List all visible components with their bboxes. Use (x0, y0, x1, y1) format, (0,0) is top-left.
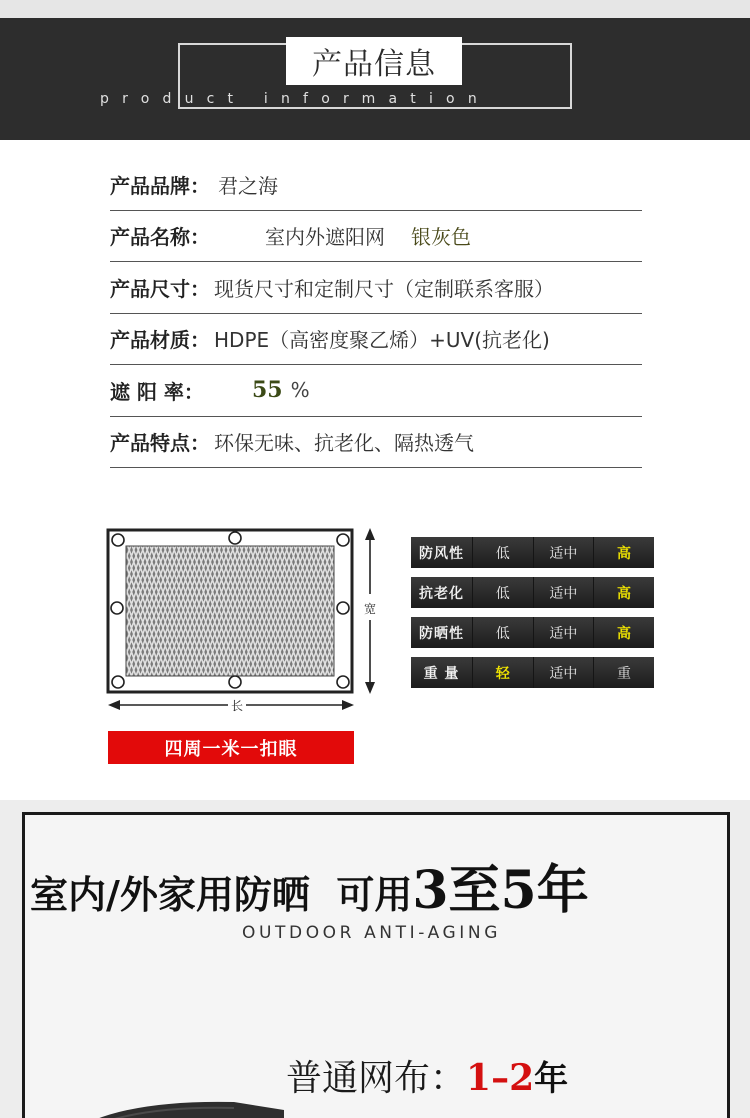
durability-title-main: 室内/外家用防晒 可用 (30, 872, 413, 917)
rating-label: 防晒性 (419, 625, 464, 642)
arrow-down-icon (365, 682, 375, 694)
rating-level: 低 (472, 617, 533, 648)
rating-label: 抗老化 (419, 585, 464, 602)
spec-label: 遮 阳 率： (110, 379, 204, 404)
rating-level: 低 (472, 537, 533, 568)
spec-row-feature (110, 417, 642, 469)
page-title: 产品信息 (312, 47, 436, 82)
spec-label: 产品特点： (110, 431, 210, 456)
durability-years: 3至5年 (412, 860, 589, 921)
length-label: 长 (230, 699, 244, 713)
header-subtitle: product information (100, 91, 490, 107)
net-mesh (126, 546, 334, 676)
spec-row-name (110, 211, 642, 263)
rating-label: 重 量 (423, 665, 460, 682)
rating-level: 适中 (533, 577, 594, 608)
spec-label: 产品品牌： (110, 173, 210, 198)
grommet-icon (337, 676, 349, 688)
arrow-up-icon (365, 528, 375, 540)
grommet-icon (229, 532, 241, 544)
spec-label: 产品名称： (110, 225, 210, 250)
ordinary-fabric-line (286, 1050, 568, 1101)
grommet-icon (112, 534, 124, 546)
rating-level: 适中 (533, 617, 594, 648)
grommet-icon (337, 602, 349, 614)
width-label: 宽 (363, 602, 377, 616)
durability-title (30, 848, 589, 923)
spec-color-value: 银灰色 (411, 225, 471, 250)
ordinary-fabric-label: 普通网布： (286, 1058, 467, 1099)
rating-level-selected: 轻 (472, 657, 533, 688)
durability-subtitle: OUTDOOR ANTI-AGING (242, 923, 501, 943)
spec-value: HDPE（高密度聚乙烯）+UV(抗老化) (214, 328, 550, 353)
grommet-icon (229, 676, 241, 688)
rating-level: 低 (472, 577, 533, 608)
grommet-icon (337, 534, 349, 546)
ordinary-fabric-range: 1–2 (466, 1057, 535, 1099)
shade-rate-unit: % (290, 378, 310, 403)
spec-table (110, 159, 642, 468)
arrow-left-icon (108, 700, 120, 710)
rating-level: 适中 (533, 537, 594, 568)
rating-table (411, 537, 654, 697)
header-title-box (286, 37, 462, 85)
rating-row-sun (411, 617, 654, 648)
ordinary-fabric-unit: 年 (534, 1059, 569, 1099)
fabric-sample-image (84, 1080, 294, 1118)
spec-value: 室内外遮阳网 (265, 225, 385, 250)
grommet-icon (111, 602, 123, 614)
rating-level-selected: 高 (593, 577, 654, 608)
fabric-swatch (84, 1102, 284, 1118)
arrow-right-icon (342, 700, 354, 710)
rating-level: 适中 (533, 657, 594, 688)
rating-level: 重 (593, 657, 654, 688)
rating-row-weight (411, 657, 654, 688)
grommet-icon (112, 676, 124, 688)
spec-value: 君之海 (218, 173, 278, 198)
spec-label: 产品材质： (110, 328, 210, 353)
spec-value: 现货尺寸和定制尺寸（定制联系客服） (214, 276, 554, 301)
rating-level-selected: 高 (593, 617, 654, 648)
rating-label: 防风性 (419, 545, 464, 562)
shade-rate-value: 55 (251, 377, 283, 404)
spec-row-shade (110, 365, 642, 417)
spec-value: 环保无味、抗老化、隔热透气 (214, 431, 474, 456)
rating-level-selected: 高 (593, 537, 654, 568)
spec-label: 产品尺寸： (110, 276, 210, 301)
rating-row-wind (411, 537, 654, 568)
grommet-note: 四周一米一扣眼 (108, 731, 354, 764)
top-strip (0, 0, 750, 18)
spec-row-brand (110, 159, 642, 211)
spec-row-size (110, 262, 642, 314)
shade-net-diagram (100, 520, 390, 720)
rating-row-aging (411, 577, 654, 608)
spec-row-material (110, 314, 642, 366)
